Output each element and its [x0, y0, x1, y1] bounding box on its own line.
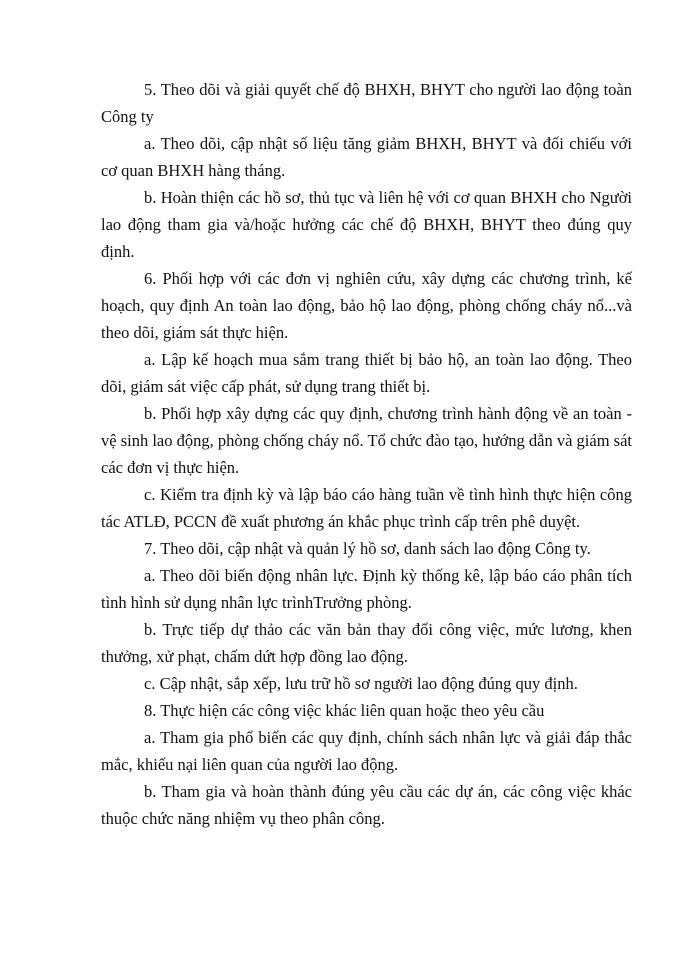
paragraph-7c: c. Cập nhật, sắp xếp, lưu trữ hồ sơ người lao động đúng quy định. — [144, 674, 578, 693]
paragraph-5b: b. Hoàn thiện các hồ sơ, thủ tục và liên hệ với cơ quan BHXH cho Người lao động tham gia và/hoặc hưởng các chế độ BHXH, BHYT theo đúng quy định. — [101, 188, 632, 261]
paragraph-5a: a. Theo dõi, cập nhật số liệu tăng giảm BHXH, BHYT và đối chiếu với cơ quan BHXH hàng tháng. — [101, 134, 632, 180]
paragraph-8b: b. Tham gia và hoàn thành đúng yêu cầu các dự án, các công việc khác thuộc chức năng nhiệm vụ theo phân công. — [101, 782, 632, 828]
document-body — [101, 76, 632, 832]
paragraph-5-heading: 5. Theo dõi và giải quyết chế độ BHXH, BHYT cho người lao động toàn Công ty — [101, 80, 632, 126]
paragraph-7b: b. Trực tiếp dự thảo các văn bản thay đổi công việc, mức lương, khen thưởng, xử phạt, chấm dứt hợp đồng lao động. — [101, 620, 632, 666]
paragraph-7a: a. Theo dõi biến động nhân lực. Định kỳ thống kê, lập báo cáo phân tích tình hình sử dụng nhân lực trìnhTrưởng phòng. — [101, 566, 632, 612]
paragraph-6b: b. Phối hợp xây dựng các quy định, chương trình hành động về an toàn - vệ sinh lao động, phòng chống cháy nổ. Tổ chức đào tạo, hướng dẫn và giám sát các đơn vị thực hiện. — [101, 404, 632, 477]
paragraph-6-heading: 6. Phối hợp với các đơn vị nghiên cứu, xây dựng các chương trình, kế hoạch, quy định An toàn lao động, bảo hộ lao động, phòng chống cháy nổ...và theo dõi, giám sát thực hiện. — [101, 269, 632, 342]
paragraph-6c: c. Kiểm tra định kỳ và lập báo cáo hàng tuần về tình hình thực hiện công tác ATLĐ, PCCN đề xuất phương án khắc phục trình cấp trên phê duyệt. — [101, 485, 632, 531]
paragraph-6a: a. Lập kế hoạch mua sắm trang thiết bị bảo hộ, an toàn lao động. Theo dõi, giám sát việc cấp phát, sử dụng trang thiết bị. — [101, 350, 632, 396]
paragraph-7-heading: 7. Theo dõi, cập nhật và quản lý hồ sơ, danh sách lao động Công ty. — [144, 539, 591, 558]
paragraph-8a: a. Tham gia phổ biến các quy định, chính sách nhân lực và giải đáp thắc mắc, khiếu nại liên quan của người lao động. — [101, 728, 632, 774]
paragraph-8-heading: 8. Thực hiện các công việc khác liên quan hoặc theo yêu cầu — [144, 701, 545, 720]
